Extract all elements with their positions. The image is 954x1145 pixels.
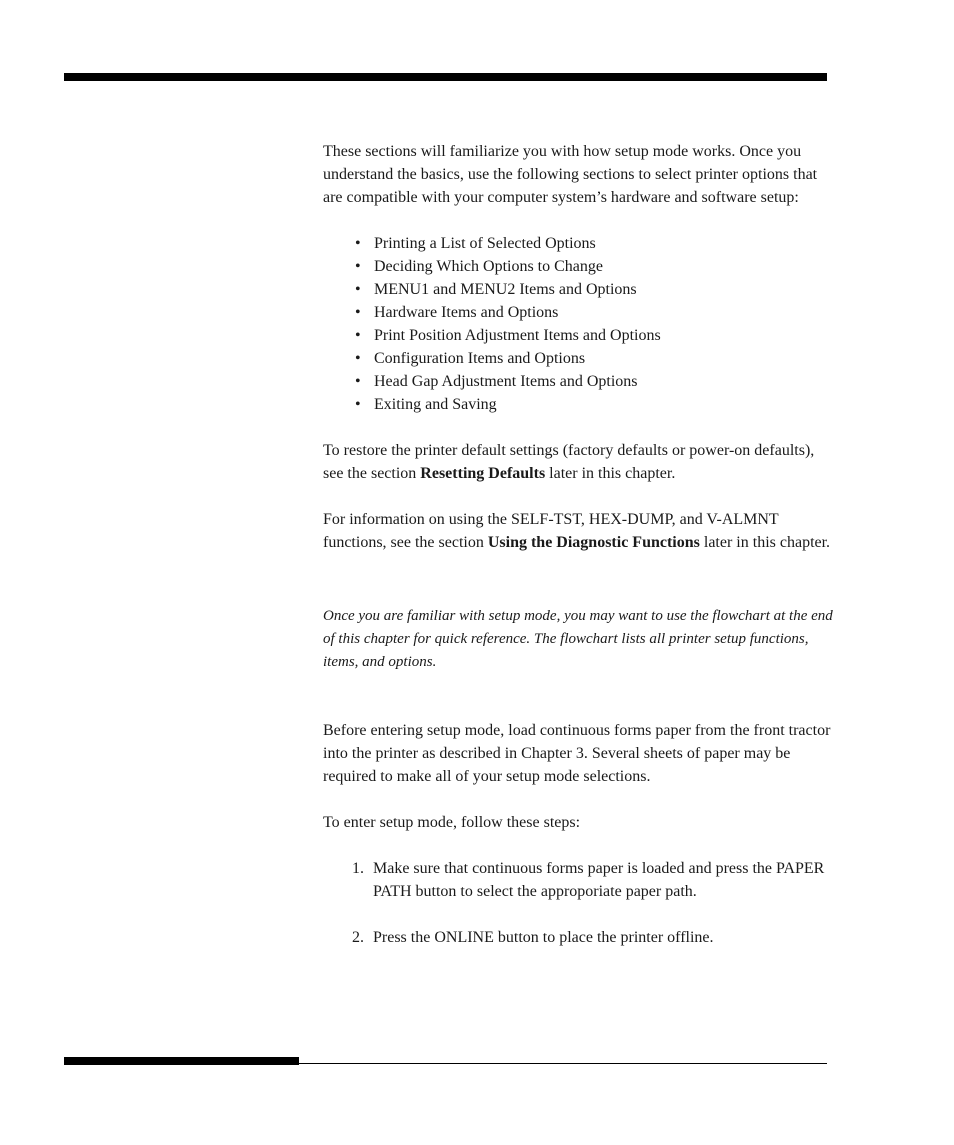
flowchart-note: Once you are familiar with setup mode, you may want to use the flowchart at the end of this chapter for quick reference. The flowchart lists all printer setup functions, items, and options.: [323, 608, 833, 670]
list-item: • Deciding Which Options to Change: [355, 255, 833, 278]
diagnostic-text-end: later in this chapter.: [699, 534, 831, 551]
restore-text: To restore the printer default settings (factory defaults or power-on defaults), see the section: [323, 442, 815, 482]
restore-text-end: later in this chapter.: [545, 465, 676, 482]
diagnostic-paragraph: [323, 508, 833, 554]
step-text: Press the ONLINE button to place the printer offline.: [373, 929, 714, 946]
list-item: • Configuration Items and Options: [355, 347, 833, 370]
resetting-defaults-reference: Resetting Defaults: [420, 465, 546, 482]
step-item: [352, 926, 833, 949]
before-entering-paragraph: Before entering setup mode, load continuous forms paper from the front tractor into the printer as described in Chapter 3. Several sheets of paper may be required to make all of your setup mode selections.: [323, 722, 831, 785]
steps-list: [323, 857, 833, 949]
footer-rule-thin: [299, 1063, 827, 1064]
step-item: [352, 857, 833, 903]
intro-paragraph: These sections will familiarize you with how setup mode works. Once you understand the basics, use the following sections to select printer options that are compatible with your computer system’s hardware and software setup:: [323, 143, 818, 206]
footer-rule-thick: [64, 1057, 299, 1065]
steps-intro: To enter setup mode, follow these steps:: [323, 814, 581, 831]
step-number: 1.: [352, 860, 364, 877]
list-item: • Head Gap Adjustment Items and Options: [355, 370, 833, 393]
list-item: • MENU1 and MENU2 Items and Options: [355, 278, 833, 301]
list-item: • Printing a List of Selected Options: [355, 232, 833, 255]
list-item: • Hardware Items and Options: [355, 301, 833, 324]
list-item: • Exiting and Saving: [355, 393, 833, 416]
page-body: [323, 140, 833, 949]
header-rule: [64, 73, 827, 81]
list-item: • Print Position Adjustment Items and Options: [355, 324, 833, 347]
diagnostic-functions-reference: Using the Diagnostic Functions: [487, 534, 700, 551]
restore-paragraph: [323, 439, 833, 485]
diagnostic-text: For information on using the SELF-TST, HEX-DUMP, and V-ALMNT functions, see the section: [323, 511, 779, 551]
step-text: Make sure that continuous forms paper is loaded and press the PAPER PATH button to select the approporiate paper path.: [373, 860, 825, 900]
section-list: [323, 232, 833, 416]
step-number: 2.: [352, 929, 364, 946]
